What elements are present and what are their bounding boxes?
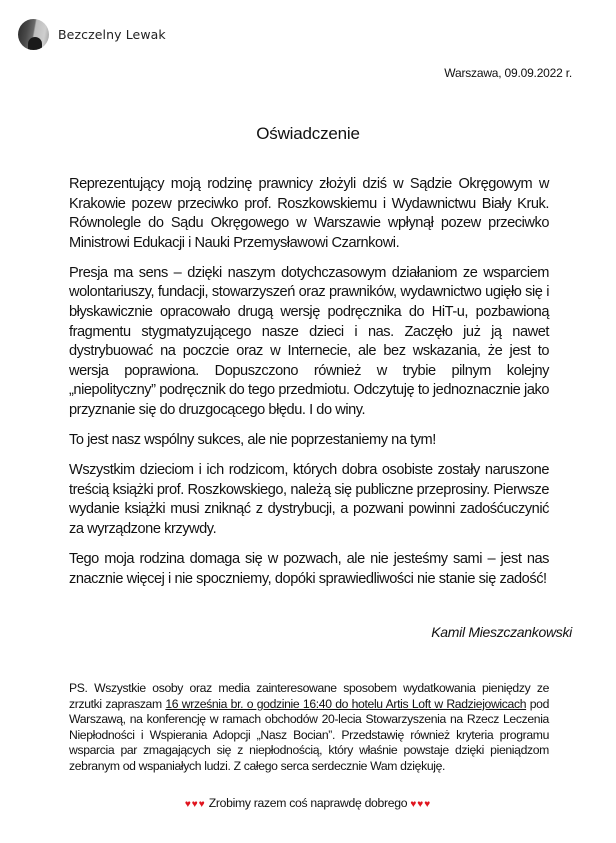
paragraph: To jest nasz wspólny sukces, ale nie poprzestaniemy na tym! xyxy=(69,432,436,449)
post-header xyxy=(18,14,166,54)
hearts-icon: ♥♥♥ xyxy=(184,799,206,810)
paragraph: Tego moja rodzina domaga się w pozwach, ale nie jesteśmy sami – jest nas znacznie więcej i nie spoczniemy, dopóki sprawiedliwości nie stanie się zadość! xyxy=(69,551,549,587)
paragraph: Reprezentujący moją rodzinę prawnicy złożyli dziś w Sądzie Okręgowym w Krakowie pozew przeciwko prof. Roszkowskiemu i Wydawnictwu Biały Kruk. Równolegle do Sądu Okręgowego w Warszawie wpłynął pozew przeciwko Ministrowi Edukacji i Nauki Przemysławowi Czarnkowi. xyxy=(69,176,549,251)
ps-text-before: PS. Wszystkie osoby oraz media zainteresowane sposobem wydatkowania pieniędzy ze zrzutki zapraszam xyxy=(69,681,549,711)
hearts-icon: ♥♥♥ xyxy=(410,799,432,810)
ps-text-after: pod Warszawą, na konferencję w ramach obchodów 20-lecia Stowarzyszenia na Rzecz Leczenia Niepłodności i Wspierania Adopcji „Nasz Bocian”. Przedstawię również kryteria programu wsparcia par zmagających się z niepłodnością, który właśnie powstaje dzięki pieniądzom zebranym od wspaniałych ludzi. Z całego serca serdecznie Wam dziękuję. xyxy=(69,696,549,773)
paragraph: Wszystkim dzieciom i ich rodzicom, których dobra osobiste zostały naruszone treścią książki prof. Roszkowskiego, należą się publiczne przeprosiny. Pierwsze wydanie książki musi zniknąć z dystrybucji, a pozwani powinni zadośćuczynić za wyrządzone krzywdy. xyxy=(69,462,549,537)
slogan-text: Zrobimy razem coś naprawdę dobrego xyxy=(208,796,408,810)
footer-slogan xyxy=(0,796,616,810)
ps-event-details: 16 września br. o godzinie 16:40 do hotelu Artis Loft w Radziejowicach xyxy=(165,696,527,711)
avatar[interactable] xyxy=(18,19,49,50)
paragraph: Presja ma sens – dzięki naszym dotychczasowym działaniom ze wsparciem wolontariuszy, fundacji, stowarzyszeń oraz prawników, wydawnictwo ugięło się i błyskawicznie opracowało drugą wersję podręcznika do HiT-u, pozbawioną fragmentu stygmatyzującego nasze dzieci i nas. Zaczęło już ją nawet dystrybuować na poczcie oraz w Internecie, ale bez wskazania, że jest to wersja poprawiona. Dopuszczono również w trybie pilnym kolejny „niepolityczny” podręcznik do tego przedmiotu. Odczytuję to jednoznacznie jako przyznanie się do druzgocącego błędu. I do winy. xyxy=(69,264,549,419)
author-name[interactable]: Bezczelny Lewak xyxy=(58,26,166,42)
postscript xyxy=(69,681,549,775)
document-body xyxy=(69,175,549,600)
document-date: Warszawa, 09.09.2022 r. xyxy=(444,66,572,80)
signature: Kamil Mieszczankowski xyxy=(431,624,572,640)
document-title: Oświadczenie xyxy=(256,124,360,143)
